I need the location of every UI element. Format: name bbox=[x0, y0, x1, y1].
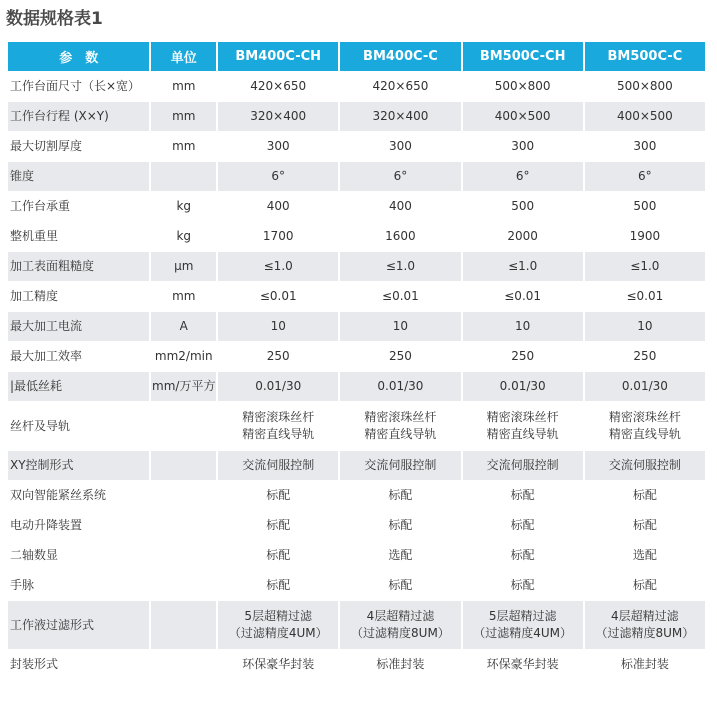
value-cell: 10 bbox=[340, 312, 460, 341]
value-cell: 250 bbox=[511, 349, 535, 363]
table-row bbox=[8, 571, 705, 600]
value-cell: 交流伺服控制 bbox=[218, 451, 338, 480]
param-cell: 加工表面粗糙度 bbox=[8, 252, 149, 281]
param-cell: 手脉 bbox=[10, 578, 35, 592]
value-line: 精密滚珠丝杆 bbox=[242, 410, 315, 424]
value-cell: 交流伺服控制 bbox=[340, 451, 460, 480]
param-cell: 最大加工电流 bbox=[8, 312, 149, 341]
param-cell: |最低丝耗 bbox=[8, 372, 149, 401]
value-cell: 320×400 bbox=[218, 102, 338, 131]
value-line: 精密滚珠丝杆 bbox=[486, 410, 559, 424]
value-cell: 420×650 bbox=[250, 79, 307, 93]
value-cell: 标配 bbox=[510, 488, 535, 502]
unit-cell bbox=[151, 541, 216, 570]
param-cell: 工作液过滤形式 bbox=[8, 601, 149, 649]
value-line: 4层超精过滤 bbox=[366, 609, 435, 623]
value-cell bbox=[218, 402, 338, 450]
unit-cell: A bbox=[151, 312, 216, 341]
value-cell: 选配 bbox=[632, 548, 657, 562]
value-cell: 250 bbox=[633, 349, 657, 363]
table-row bbox=[8, 601, 705, 649]
table-row bbox=[8, 282, 705, 311]
header-unit: 单位 bbox=[151, 42, 216, 71]
param-cell: 工作台承重 bbox=[10, 199, 71, 213]
unit-cell bbox=[151, 511, 216, 540]
value-cell: 6° bbox=[218, 162, 338, 191]
value-cell: 0.01/30 bbox=[218, 372, 338, 401]
table-row bbox=[8, 162, 705, 191]
value-cell: 6° bbox=[463, 162, 583, 191]
value-cell: 250 bbox=[266, 349, 290, 363]
value-cell bbox=[463, 402, 583, 450]
value-cell: 0.01/30 bbox=[340, 372, 460, 401]
value-line: 精密滚珠丝杆 bbox=[364, 410, 437, 424]
value-cell: 500×800 bbox=[616, 79, 673, 93]
value-cell: ≤0.01 bbox=[382, 289, 419, 303]
page-title: 数据规格表1 bbox=[6, 9, 103, 29]
value-cell: 0.01/30 bbox=[463, 372, 583, 401]
value-cell: 环保豪华封装 bbox=[242, 657, 315, 671]
param-cell: 双向智能紧丝系统 bbox=[10, 488, 107, 502]
table-row bbox=[8, 192, 705, 221]
param-cell: 电动升降装置 bbox=[10, 518, 83, 532]
value-line: 精密直线导轨 bbox=[364, 427, 437, 441]
table-row bbox=[8, 252, 705, 281]
value-line: 精密直线导轨 bbox=[486, 427, 559, 441]
unit-cell: mm bbox=[151, 102, 216, 131]
unit-cell bbox=[151, 451, 216, 480]
header-model-2: BM400C-C bbox=[340, 42, 460, 71]
value-cell: 300 bbox=[266, 139, 290, 153]
unit-cell: mm bbox=[172, 79, 196, 93]
param-cell: 整机重里 bbox=[10, 229, 59, 243]
value-cell: 2000 bbox=[507, 229, 538, 243]
table-row bbox=[8, 72, 705, 101]
param-cell: 加工精度 bbox=[10, 289, 59, 303]
unit-cell bbox=[151, 571, 216, 600]
value-cell: 500 bbox=[633, 199, 657, 213]
value-line: 精密直线导轨 bbox=[608, 427, 681, 441]
unit-cell: mm bbox=[172, 139, 196, 153]
value-cell: 标配 bbox=[510, 518, 535, 532]
value-line: 4层超精过滤 bbox=[611, 609, 679, 623]
unit-cell bbox=[151, 481, 216, 510]
value-line: （过滤精度4UM） bbox=[228, 626, 328, 640]
value-cell: 选配 bbox=[388, 548, 413, 562]
unit-cell bbox=[151, 650, 216, 679]
value-cell: 标配 bbox=[632, 518, 657, 532]
header-model-1: BM400C-CH bbox=[218, 42, 338, 71]
value-cell: 标配 bbox=[510, 548, 535, 562]
value-cell: 300 bbox=[633, 139, 657, 153]
value-cell: 10 bbox=[463, 312, 583, 341]
value-cell: 300 bbox=[388, 139, 412, 153]
unit-cell: mm/万平方 bbox=[151, 372, 216, 401]
unit-cell: mm bbox=[172, 289, 196, 303]
value-cell: 250 bbox=[388, 349, 412, 363]
value-cell: 10 bbox=[218, 312, 338, 341]
value-cell: 300 bbox=[511, 139, 535, 153]
unit-cell bbox=[151, 402, 216, 450]
value-cell bbox=[218, 601, 338, 649]
table-row bbox=[8, 481, 705, 510]
value-cell: ≤0.01 bbox=[504, 289, 542, 303]
table-row bbox=[8, 451, 705, 480]
value-cell: 6° bbox=[340, 162, 460, 191]
value-cell: 400×500 bbox=[585, 102, 705, 131]
value-cell: 标配 bbox=[266, 488, 291, 502]
unit-cell: kg bbox=[176, 229, 192, 243]
value-cell: 标配 bbox=[388, 518, 413, 532]
header-param: 参 数 bbox=[8, 42, 149, 71]
value-cell: ≤1.0 bbox=[585, 252, 705, 281]
value-cell: 标准封装 bbox=[376, 657, 425, 671]
value-cell: 1700 bbox=[262, 229, 294, 243]
value-cell: 交流伺服控制 bbox=[585, 451, 705, 480]
value-cell bbox=[585, 402, 705, 450]
value-cell: 320×400 bbox=[340, 102, 460, 131]
value-cell: 500 bbox=[511, 199, 535, 213]
param-cell: 丝杆及导轨 bbox=[10, 418, 71, 433]
table-row bbox=[8, 372, 705, 401]
value-cell: 6° bbox=[585, 162, 705, 191]
param-cell: 二轴数显 bbox=[10, 548, 59, 562]
value-cell: 标配 bbox=[266, 578, 291, 592]
param-cell: XY控制形式 bbox=[8, 451, 149, 480]
header-model-3: BM500C-CH bbox=[463, 42, 583, 71]
value-cell: 标配 bbox=[632, 578, 657, 592]
value-cell: 交流伺服控制 bbox=[463, 451, 583, 480]
param-cell: 工作台行程 (X×Y) bbox=[8, 102, 149, 131]
value-cell bbox=[340, 601, 460, 649]
value-cell: 420×650 bbox=[372, 79, 429, 93]
table-row bbox=[8, 222, 705, 251]
param-cell: 工作台面尺寸（长×宽） bbox=[10, 79, 141, 93]
table-row bbox=[8, 541, 705, 570]
table-row bbox=[8, 132, 705, 161]
unit-cell: μm bbox=[151, 252, 216, 281]
value-cell: 0.01/30 bbox=[585, 372, 705, 401]
value-cell: 标配 bbox=[510, 578, 535, 592]
value-line: 5层超精过滤 bbox=[488, 609, 557, 623]
unit-cell bbox=[151, 601, 216, 649]
value-cell: ≤1.0 bbox=[218, 252, 338, 281]
value-cell: 标配 bbox=[388, 578, 413, 592]
unit-cell: kg bbox=[176, 199, 192, 213]
table-row bbox=[8, 402, 705, 450]
unit-cell: mm2/min bbox=[154, 349, 213, 363]
value-cell: 标准封装 bbox=[620, 657, 669, 671]
value-cell: ≤1.0 bbox=[463, 252, 583, 281]
value-line: （过滤精度8UM） bbox=[351, 626, 450, 640]
table-row bbox=[8, 102, 705, 131]
value-cell: 400 bbox=[266, 199, 290, 213]
table-row bbox=[8, 312, 705, 341]
table-row bbox=[8, 511, 705, 540]
value-line: 精密滚珠丝杆 bbox=[608, 410, 681, 424]
spec-table bbox=[6, 41, 707, 680]
value-cell: 400 bbox=[388, 199, 412, 213]
value-cell bbox=[585, 601, 705, 649]
unit-cell bbox=[151, 162, 216, 191]
value-cell: ≤1.0 bbox=[340, 252, 460, 281]
value-cell: ≤0.01 bbox=[626, 289, 664, 303]
value-line: 5层超精过滤 bbox=[244, 609, 313, 623]
param-cell: 最大切割厚度 bbox=[10, 139, 83, 153]
value-cell: 1600 bbox=[385, 229, 416, 243]
value-line: （过滤精度4UM） bbox=[473, 626, 573, 640]
value-cell: ≤0.01 bbox=[259, 289, 297, 303]
value-line: 精密直线导轨 bbox=[242, 427, 315, 441]
param-cell: 锥度 bbox=[8, 162, 149, 191]
header-model-4: BM500C-C bbox=[585, 42, 705, 71]
value-cell bbox=[340, 402, 460, 450]
value-cell: 标配 bbox=[266, 548, 291, 562]
value-cell: 标配 bbox=[266, 518, 291, 532]
param-cell: 封装形式 bbox=[10, 657, 59, 671]
value-cell: 400×500 bbox=[463, 102, 583, 131]
value-cell: 1900 bbox=[629, 229, 661, 243]
value-line: （过滤精度8UM） bbox=[595, 626, 695, 640]
table-row bbox=[8, 342, 705, 371]
value-cell: 500×800 bbox=[494, 79, 551, 93]
param-cell: 最大加工效率 bbox=[10, 349, 83, 363]
value-cell: 标配 bbox=[388, 488, 413, 502]
value-cell: 环保豪华封装 bbox=[486, 657, 559, 671]
table-row bbox=[8, 650, 705, 679]
header-row bbox=[8, 42, 705, 71]
value-cell: 标配 bbox=[632, 488, 657, 502]
value-cell bbox=[463, 601, 583, 649]
value-cell: 10 bbox=[585, 312, 705, 341]
